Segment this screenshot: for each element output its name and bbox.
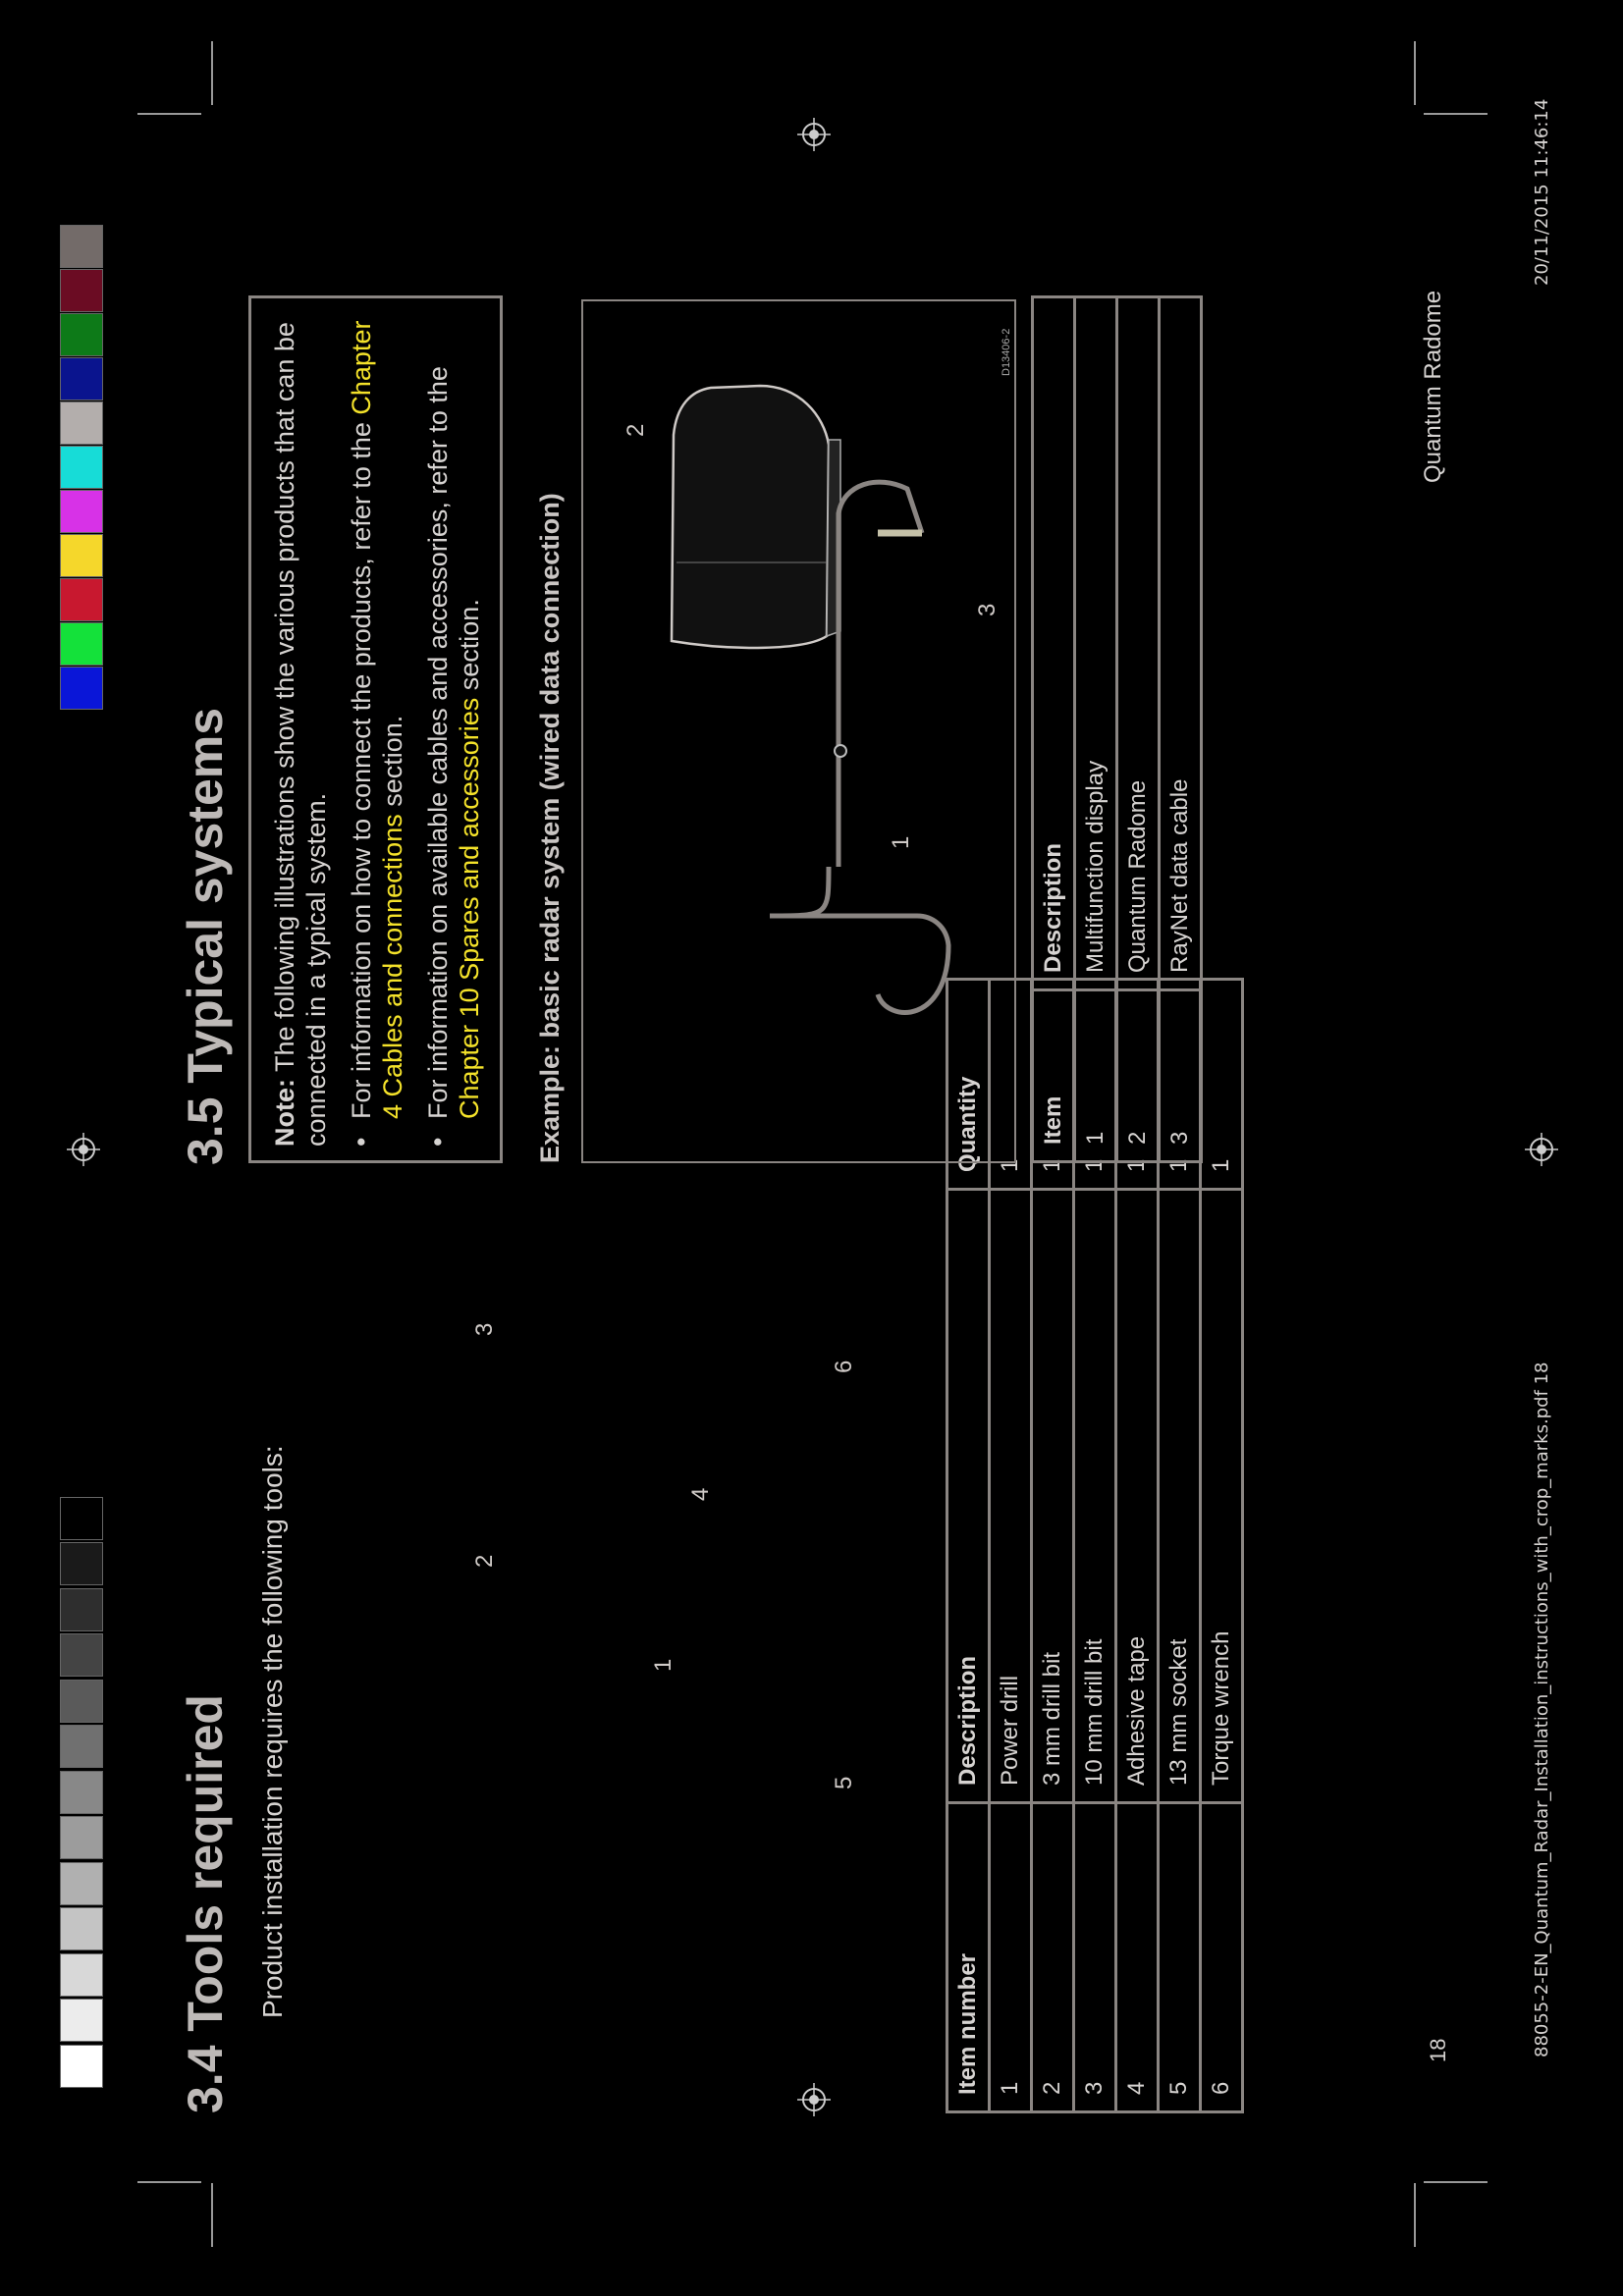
color-swatch	[60, 667, 103, 710]
note-label: Note:	[270, 1079, 299, 1147]
bullet-text: section.	[455, 599, 484, 691]
gray-swatch	[60, 1634, 103, 1678]
chapter-10-link[interactable]: Chapter 10 Spares and accessories	[455, 697, 484, 1119]
color-swatch	[60, 490, 103, 533]
table-cell: Torque wrench	[1201, 1190, 1243, 1803]
table-cell: 4	[1116, 1803, 1159, 2112]
table-cell: 6	[1201, 1803, 1243, 2112]
system-figure	[581, 299, 1016, 1163]
gray-swatch	[60, 2000, 103, 2043]
crop-mark	[1414, 2183, 1416, 2247]
chapter-4-link[interactable]: Chapter 4 Cables and connections	[347, 320, 407, 1119]
crop-mark	[1414, 41, 1416, 105]
table-cell: RayNet data cable	[1160, 297, 1202, 990]
color-swatch	[60, 313, 103, 356]
table-cell: 3	[1074, 1803, 1116, 2112]
color-swatch	[60, 578, 103, 621]
table-cell: 1	[1159, 980, 1201, 1190]
section-title-systems: 3.5 Typical systems	[178, 707, 233, 1165]
color-swatch	[60, 446, 103, 489]
figure-callout: 3	[974, 603, 1001, 616]
table-row	[1075, 297, 1117, 1162]
table-cell: 1	[1032, 980, 1074, 1190]
systems-table	[1031, 295, 1203, 1163]
table-cell: 1	[1116, 980, 1159, 1190]
gray-swatch	[60, 2045, 103, 2088]
gray-swatch	[60, 1953, 103, 1997]
registration-mark-icon	[67, 1133, 100, 1166]
note-paragraph	[269, 312, 332, 1147]
table-cell: Adhesive tape	[1116, 1190, 1159, 1803]
table-cell: 1	[990, 1803, 1032, 2112]
figure-callout: 2	[471, 1554, 498, 1568]
figure-callout: 6	[831, 1360, 857, 1373]
column-header: Item number	[947, 1803, 990, 2112]
table-cell: 1	[990, 980, 1032, 1190]
page-number: 18	[1426, 2038, 1450, 2062]
table-row	[1201, 980, 1243, 2112]
gray-swatch	[60, 1726, 103, 1769]
example-title: Example: basic radar system (wired data connection)	[535, 493, 565, 1163]
color-swatch	[60, 401, 103, 445]
gray-swatch	[60, 1680, 103, 1723]
table-cell: Quantum Radome	[1117, 297, 1160, 990]
gray-swatch	[60, 1862, 103, 1905]
figure-callout: 2	[622, 423, 649, 437]
note-box	[248, 295, 503, 1163]
registration-mark-icon	[1525, 1133, 1558, 1166]
crop-mark	[1424, 2181, 1488, 2183]
table-cell: 13 mm socket	[1159, 1190, 1201, 1803]
table-cell: 3 mm drill bit	[1032, 1190, 1074, 1803]
crop-mark	[1424, 113, 1488, 115]
table-cell: 10 mm drill bit	[1074, 1190, 1116, 1803]
raynet-cable	[770, 867, 948, 1012]
table-cell: Multifunction display	[1075, 297, 1117, 990]
note-text: The following illustrations show the various products that can be connected in a typical system.	[270, 322, 331, 1147]
column-header: Description	[947, 1190, 990, 1803]
table-cell: 1	[1201, 980, 1243, 1190]
gray-swatch	[60, 1588, 103, 1631]
bullet-item: • For information on available cables and accessories, refer to the Chapter 10 Spares and accessories section.	[423, 366, 484, 1147]
figure-callout: 3	[471, 1322, 498, 1336]
timestamp: 20/11/2015 11:46:14	[1532, 98, 1552, 286]
registration-mark-icon	[797, 118, 831, 151]
column-header: Item	[1033, 990, 1075, 1162]
crop-mark	[211, 41, 213, 105]
registration-mark-icon	[797, 2083, 831, 2116]
bullet-text: section.	[378, 715, 407, 807]
gray-swatch	[60, 1817, 103, 1860]
file-info: 88055-2-EN_Quantum_Radar_Installation_instructions_with_crop_marks.pdf 18	[1532, 1362, 1552, 2057]
color-swatch	[60, 357, 103, 400]
table-cell: 2	[1117, 990, 1160, 1162]
figure-callout: 5	[831, 1776, 857, 1789]
color-swatch	[60, 269, 103, 312]
table-cell: 5	[1159, 1803, 1201, 2112]
section-title-tools: 3.4 Tools required	[178, 1694, 233, 2113]
table-row	[1160, 297, 1202, 1162]
gray-swatch	[60, 1908, 103, 1951]
table-cell: 1	[1075, 990, 1117, 1162]
figure-callout: 1	[888, 835, 914, 849]
table-header-row	[1033, 297, 1075, 1162]
table-row	[1117, 297, 1160, 1162]
figure-callout: 4	[687, 1487, 714, 1501]
gray-swatch	[60, 1497, 103, 1540]
bullet-item: • For information on how to connect the products, refer to the Chapter 4 Cables and connections section.	[347, 320, 407, 1147]
column-header: Quantity	[947, 980, 990, 1190]
radome-illustration	[672, 386, 840, 648]
bullet-text: For information on available cables and accessories, refer to the	[423, 366, 453, 1119]
table-cell: 2	[1032, 1803, 1074, 2112]
crop-mark	[211, 2183, 213, 2247]
crop-mark	[137, 113, 201, 115]
bullet-text: For information on how to connect the products, refer to the	[347, 422, 376, 1119]
product-name: Quantum Radome	[1420, 290, 1446, 483]
color-swatch	[60, 534, 103, 577]
table-cell: 3	[1160, 990, 1202, 1162]
figure-callout: 1	[650, 1658, 676, 1672]
color-swatch	[60, 225, 103, 268]
gray-swatch	[60, 1771, 103, 1814]
crop-mark	[137, 2181, 201, 2183]
color-swatch	[60, 622, 103, 666]
tools-intro: Product installation requires the following tools:	[257, 1445, 288, 2018]
figure-code: D13406-2	[1001, 328, 1012, 376]
column-header: Description	[1033, 297, 1075, 990]
gray-swatch	[60, 1543, 103, 1586]
table-cell: Power drill	[990, 1190, 1032, 1803]
table-cell: 1	[1074, 980, 1116, 1190]
